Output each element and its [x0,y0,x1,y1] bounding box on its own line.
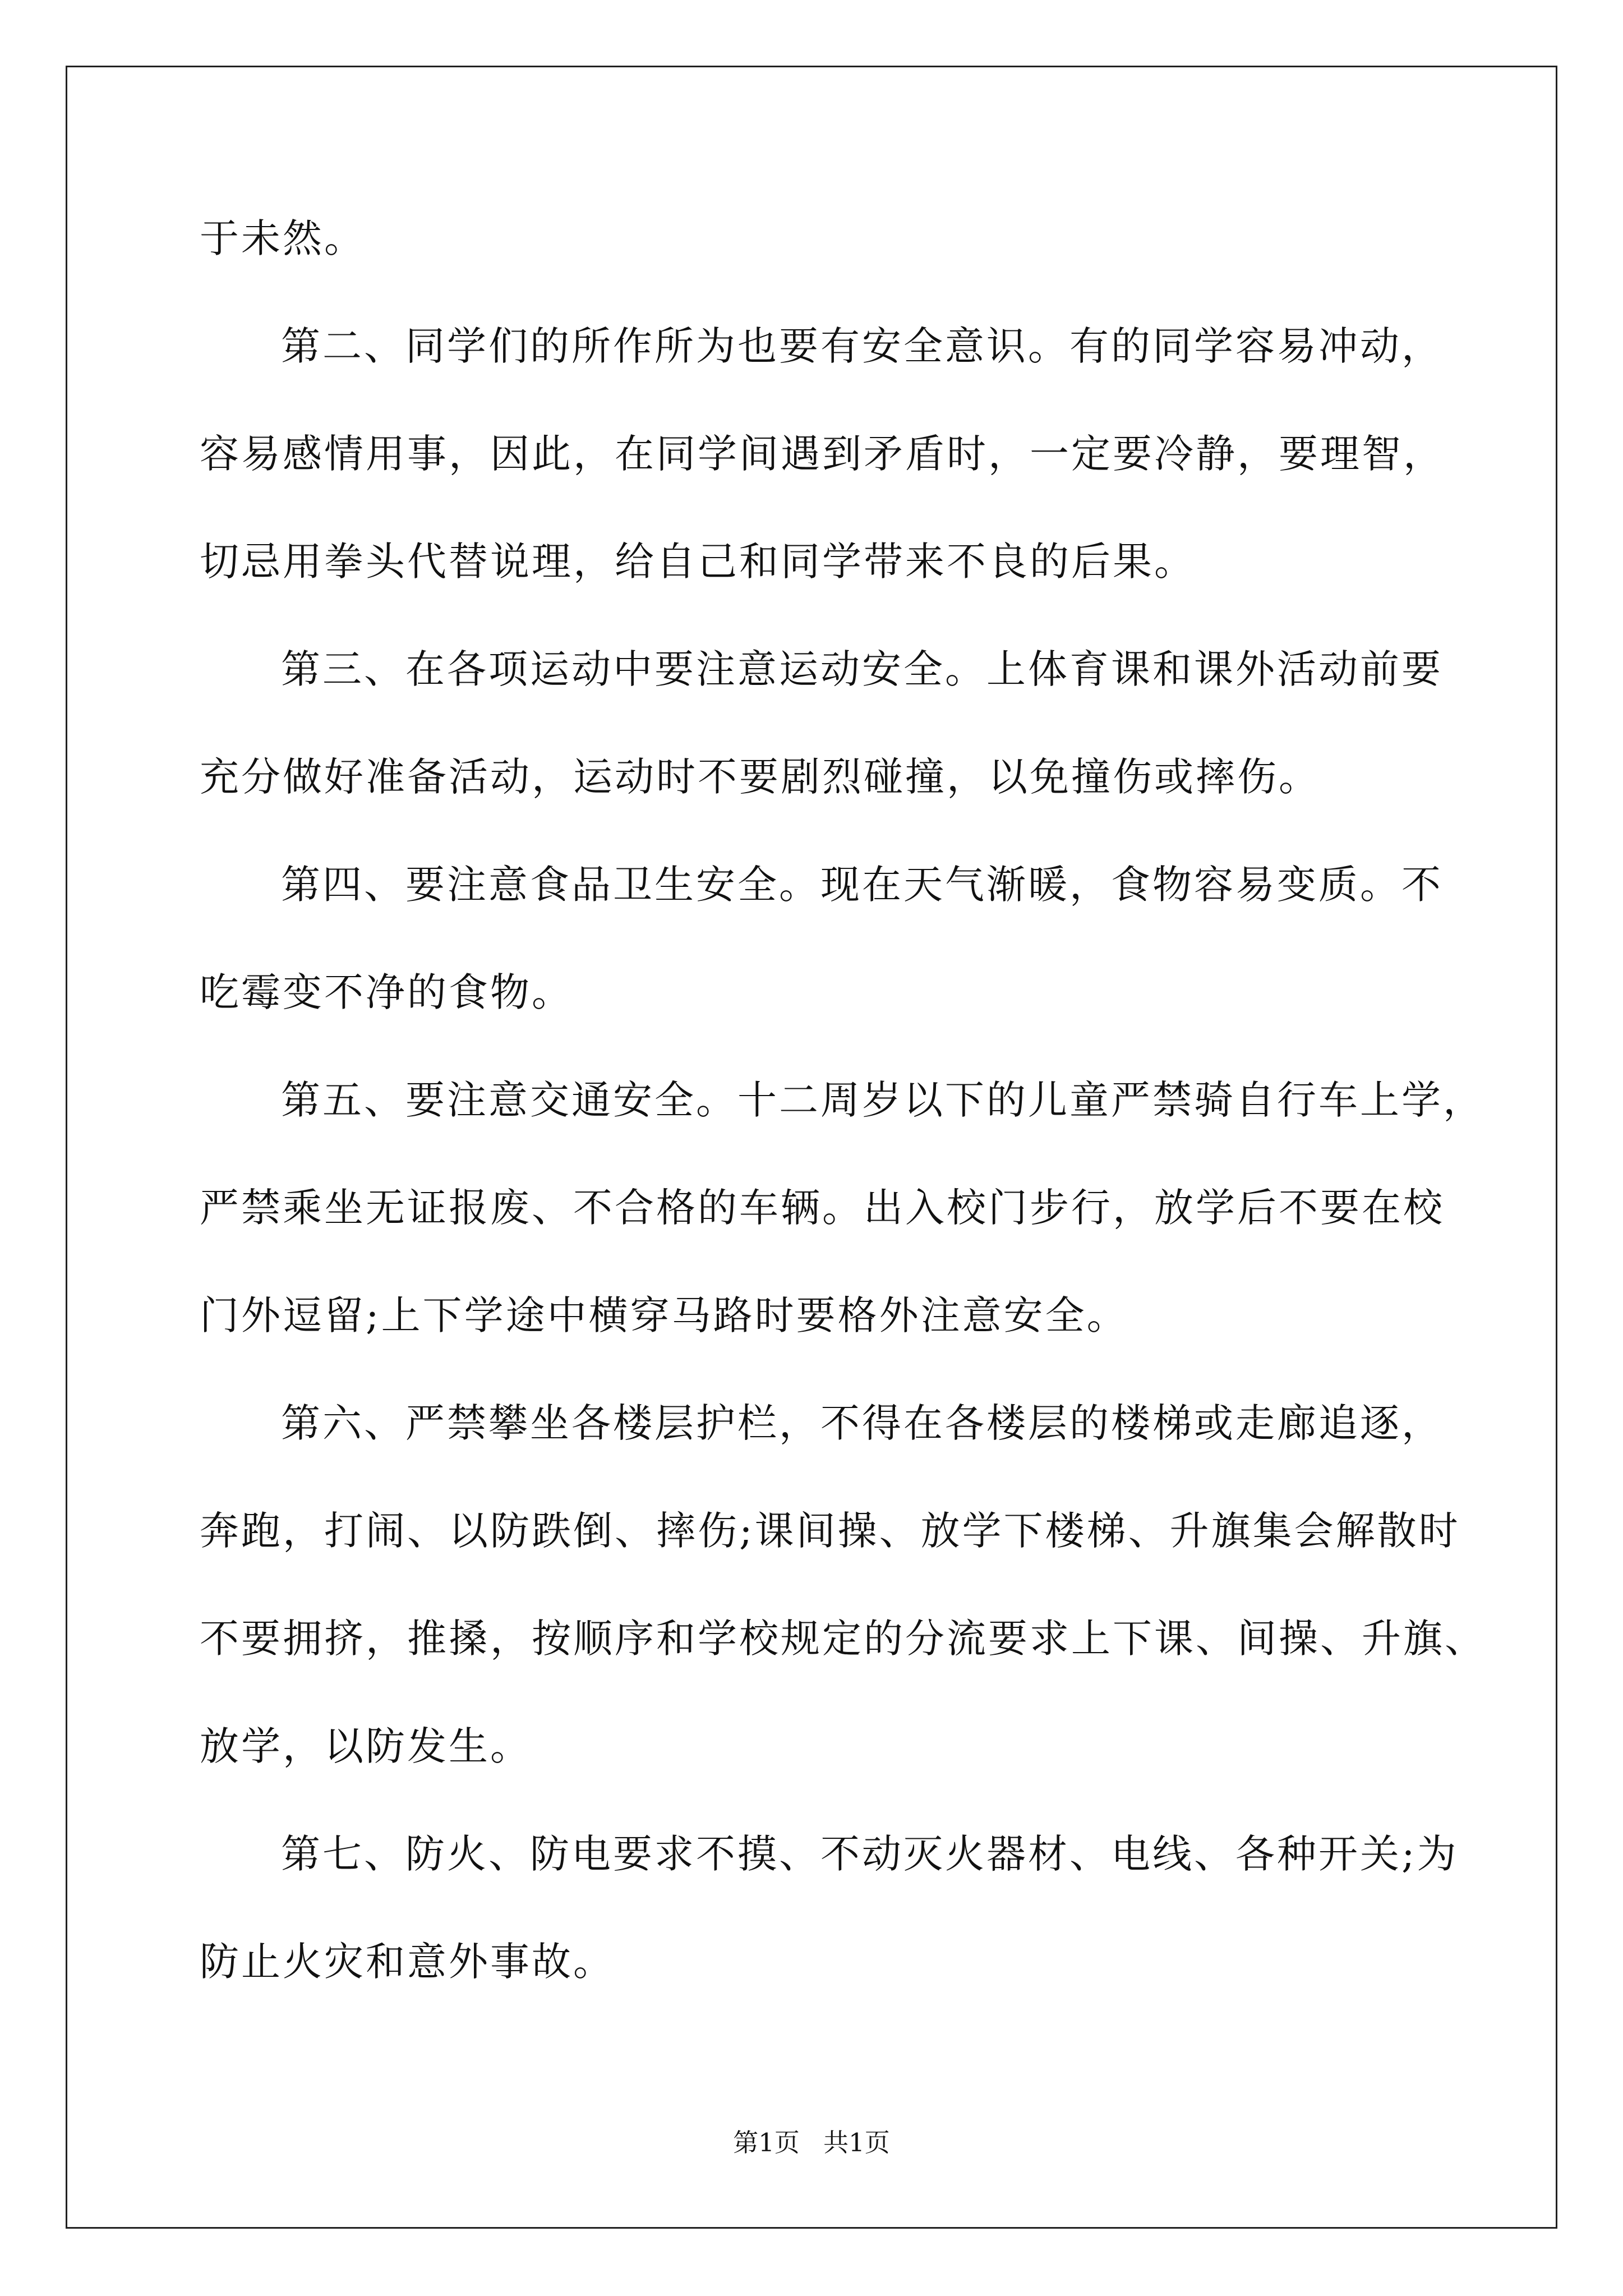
page-footer [0,2126,1623,2160]
text-line: 奔跑，打闹、以防跌倒、摔伤;课间操、放学下楼梯、升旗集会解散时 [200,1508,1460,1554]
text-line: 容易感情用事，因此，在同学间遇到矛盾时，一定要冷静，要理智， [200,431,1445,477]
text-line: 吃霉变不净的食物。 [200,969,573,1015]
text-line: 充分做好准备活动，运动时不要剧烈碰撞，以免撞伤或摔伤。 [200,754,1320,800]
text-line: 切忌用拳头代替说理，给自己和同学带来不良的后果。 [200,539,1196,585]
text-line: 第七、防火、防电要求不摸、不动灭火器材、电线、各种开关;为 [281,1831,1459,1877]
text-line: 防止火灾和意外事故。 [200,1939,615,1985]
text-line: 于未然。 [200,215,366,261]
text-line: 第四、要注意食品卫生安全。现在天气渐暖，食物容易变质。不 [281,862,1443,908]
text-line: 严禁乘坐无证报废、不合格的车辆。出入校门步行，放学后不要在校 [200,1185,1445,1231]
text-line: 第五、要注意交通安全。十二周岁以下的儿童严禁骑自行车上学， [281,1077,1484,1123]
page-total: 共1页 [823,2128,890,2157]
text-line: 不要拥挤，推搡，按顺序和学校规定的分流要求上下课、间操、升旗、 [200,1616,1486,1662]
document-body [200,208,1486,2039]
text-line: 第三、在各项运动中要注意运动安全。上体育课和课外活动前要 [281,646,1443,692]
text-line: 放学，以防发生。 [200,1723,532,1769]
text-line: 门外逗留;上下学途中横穿马路时要格外注意安全。 [200,1292,1128,1338]
text-line: 第六、严禁攀坐各楼层护栏，不得在各楼层的楼梯或走廊追逐， [281,1400,1443,1446]
page-number: 第1页 [733,2128,800,2157]
text-line: 第二、同学们的所作所为也要有安全意识。有的同学容易冲动， [281,323,1443,369]
